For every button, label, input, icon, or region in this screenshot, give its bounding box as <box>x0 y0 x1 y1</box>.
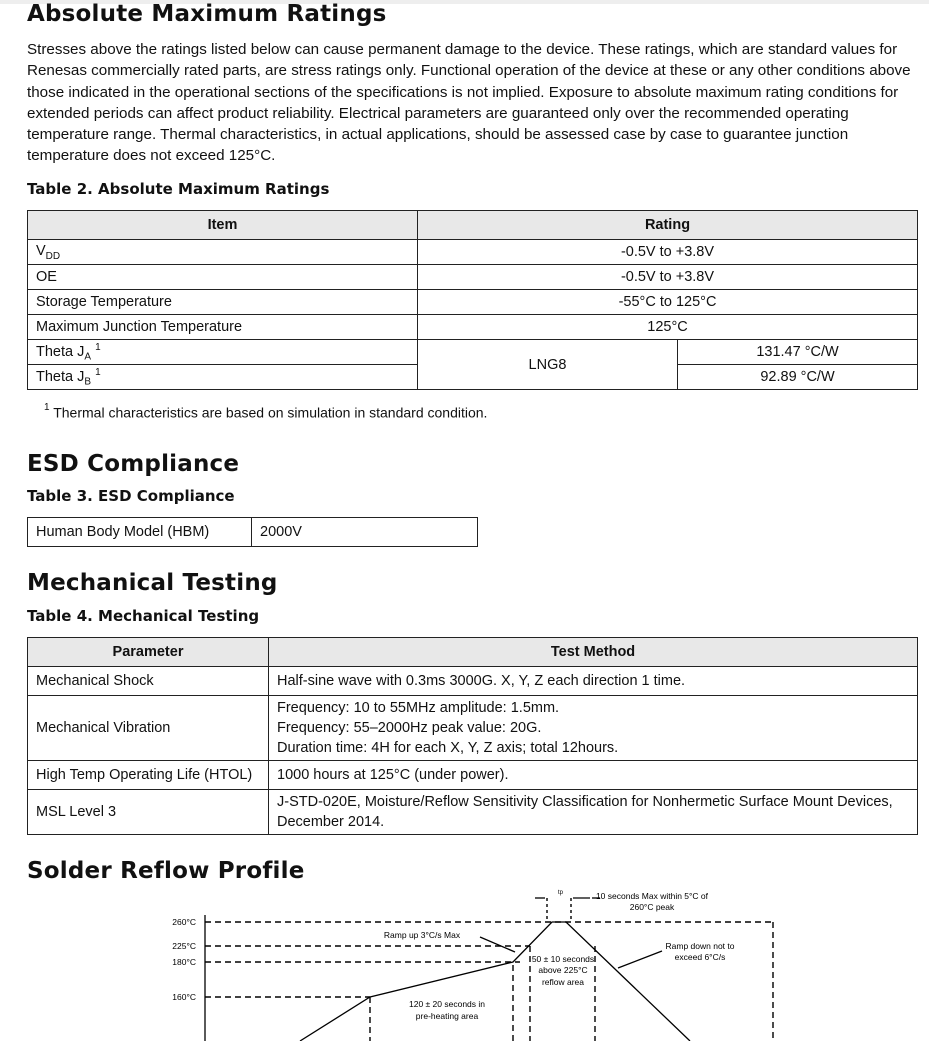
method-cell: Frequency: 10 to 55MHz amplitude: 1.5mm. Frequency: 55–2000Hz peak value: 20G. Duration time: 4H for each X, Y, Z axis; total 12hours. <box>269 696 918 761</box>
row-rating: -55°C to 125°C <box>418 290 918 315</box>
header-item: Item <box>28 211 418 240</box>
row-item: OE <box>28 265 418 290</box>
ramp-down-line: exceed 6°C/s <box>674 952 726 962</box>
method-cell: 1000 hours at 125°C (under power). <box>269 761 918 790</box>
theta-value: 131.47 °C/W <box>678 340 918 365</box>
table-row <box>28 290 918 315</box>
table-row <box>28 265 918 290</box>
table3-caption: Table 3. ESD Compliance <box>27 487 235 505</box>
param-cell: High Temp Operating Life (HTOL) <box>28 761 269 790</box>
reflow-area-line: reflow area <box>541 977 585 987</box>
table-row <box>28 667 918 696</box>
row-item: Maximum Junction Temperature <box>28 315 418 340</box>
tp-label: tp <box>558 890 564 896</box>
esd-table <box>27 517 478 547</box>
param-cell: Mechanical Shock <box>28 667 269 696</box>
row-item: Theta $J_A$ $^1$ <box>28 340 418 365</box>
reflow-title: Solder Reflow Profile <box>27 858 305 884</box>
table2-footnote: $^1$ Thermal characteristics are based on simulation in standard condition. <box>44 402 488 421</box>
method-cell: Half-sine wave with 0.3ms 3000G. X, Y, Z each direction 1 time. <box>269 667 918 696</box>
table-row <box>28 790 918 835</box>
temp-label: 180°C <box>172 957 196 967</box>
ramp-down-line: Ramp down not to <box>665 941 735 951</box>
table-row <box>28 315 918 340</box>
row-rating: 125°C <box>418 315 918 340</box>
absolute-max-ratings-table <box>27 210 918 390</box>
reflow-profile-curve <box>300 922 690 1041</box>
preheat-line: 120 ± 20 seconds in <box>408 999 486 1009</box>
param-cell: Mechanical Vibration <box>28 696 269 761</box>
table-row <box>28 240 918 265</box>
temp-label: 225°C <box>172 941 196 951</box>
amr-paragraph: Stresses above the ratings listed below can cause permanent damage to the device. These ratings, which are standard values for Renesas commercially rated parts, are stress ratings only. Functional operation of the device at these or any other conditions above those indicated in the operational sections of the specifications is not implied. Exposure to absolute maximum rating conditions for extended periods can affect product reliability. Electrical parameters are guaranteed only over the recommended operating temperature range. Thermal characteristics, in actual applications, should be assessed case by case to guarantee junction temperature does not exceed 125°C. <box>27 41 911 165</box>
row-item: Theta $J_B$ $^1$ <box>28 365 418 390</box>
ramp-down-leader <box>618 951 662 968</box>
preheat-line: pre-heating area <box>415 1011 479 1021</box>
temp-label: 160°C <box>172 992 196 1002</box>
table-header-row <box>28 211 918 240</box>
ramp-up-label: Ramp up 3°C/s Max <box>383 930 461 940</box>
header-parameter: Parameter <box>28 638 269 667</box>
row-rating: -0.5V to +3.8V <box>418 240 918 265</box>
temp-label: 260°C <box>172 917 196 927</box>
ramp-up-leader <box>480 937 515 952</box>
reflow-area-line: 50 ± 10 seconds <box>531 954 595 964</box>
table4-caption: Table 4. Mechanical Testing <box>27 607 260 625</box>
peak-note-line: 10 seconds Max within 5°C of <box>595 891 709 901</box>
peak-note-line: 260°C peak <box>629 902 675 912</box>
esd-title: ESD Compliance <box>27 451 240 477</box>
reflow-area-line: above 225°C <box>538 965 588 975</box>
row-item: Storage Temperature <box>28 290 418 315</box>
mech-title: Mechanical Testing <box>27 570 278 596</box>
esd-value: 2000V <box>252 518 478 547</box>
table-header-row <box>28 638 918 667</box>
package-cell: LNG8 <box>418 340 678 390</box>
mechanical-testing-table <box>27 637 918 835</box>
table-row <box>28 518 478 547</box>
header-rating: Rating <box>418 211 918 240</box>
table-row <box>28 696 918 761</box>
row-rating: -0.5V to +3.8V <box>418 265 918 290</box>
row-item: $V_{DD}$ <box>28 240 418 265</box>
param-cell: MSL Level 3 <box>28 790 269 835</box>
amr-title: Absolute Maximum Ratings <box>27 1 387 27</box>
method-cell: J-STD-020E, Moisture/Reflow Sensitivity Classification for Nonhermetic Surface Mount Devices, December 2014. <box>269 790 918 835</box>
header-test-method: Test Method <box>269 638 918 667</box>
esd-item: Human Body Model (HBM) <box>28 518 252 547</box>
table-row <box>28 761 918 790</box>
theta-value: 92.89 °C/W <box>678 365 918 390</box>
solder-reflow-profile-diagram <box>0 885 929 1041</box>
table-row <box>28 340 918 365</box>
table2-caption: Table 2. Absolute Maximum Ratings <box>27 180 330 198</box>
